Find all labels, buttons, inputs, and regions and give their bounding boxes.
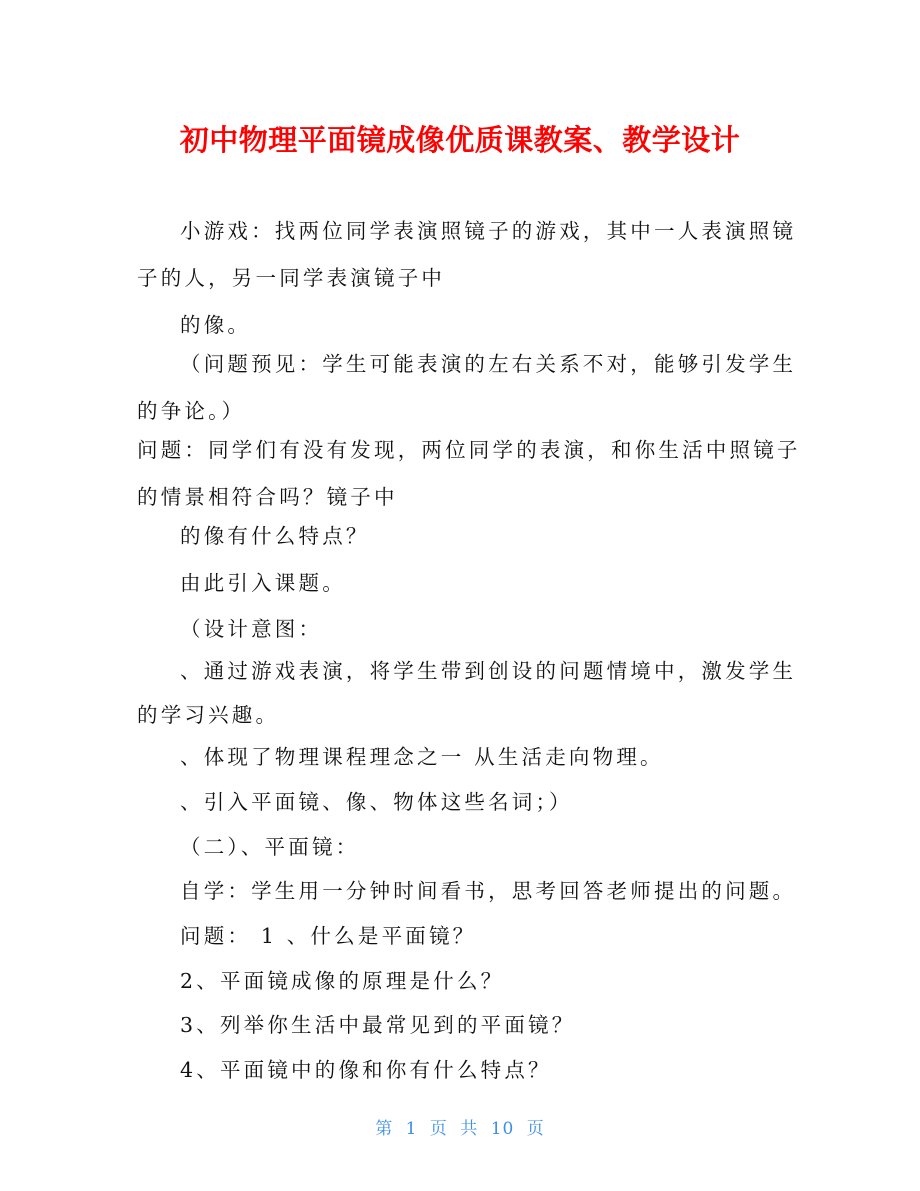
paragraph-line: 的像有什么特点？: [180, 524, 370, 548]
page-number: 第 1 页 共 10 页: [375, 1119, 545, 1139]
paragraph-line: 子的人，另一同学表演镜子中: [137, 266, 446, 290]
paragraph-line: 的学习兴趣。: [137, 703, 280, 727]
paragraph-line: 的争论。）: [137, 399, 246, 423]
paragraph-line: 、体现了物理课程理念之一 从生活走向物理。: [180, 745, 664, 769]
paragraph-line: 问题：同学们有没有发现，两位同学的表演，和你生活中照镜子: [137, 438, 801, 462]
paragraph-line: 小游戏：找两位同学表演照镜子的游戏，其中一人表演照镜: [180, 219, 797, 243]
paragraph-line: 3、列举你生活中最常见到的平面镜？: [180, 1013, 576, 1037]
paragraph-line: 由此引入课题。: [180, 571, 346, 595]
paragraph-line: 4、平面镜中的像和你有什么特点？: [180, 1058, 552, 1082]
paragraph-line: （设计意图：: [180, 617, 323, 641]
paragraph-line: 自学：学生用一分钟时间看书，思考回答老师提出的问题。: [180, 879, 797, 903]
paragraph-line: 、通过游戏表演，将学生带到创设的问题情境中，激发学生: [180, 659, 797, 683]
paragraph-line: （问题预见：学生可能表演的左右关系不对，能够引发学生: [180, 352, 797, 376]
paragraph-line: （二）、平面镜：: [180, 835, 360, 859]
document-title: 初中物理平面镜成像优质课教案、教学设计: [179, 123, 741, 157]
paragraph-line: 2、平面镜成像的原理是什么？: [180, 969, 505, 993]
paragraph-line: 问题： 1 、什么是平面镜？: [180, 924, 477, 948]
paragraph-line: 的像。: [180, 313, 252, 337]
paragraph-line: 的情景相符合吗？镜子中: [137, 485, 398, 509]
paragraph-line: 、引入平面镜、像、物体这些名词；）: [180, 790, 573, 814]
